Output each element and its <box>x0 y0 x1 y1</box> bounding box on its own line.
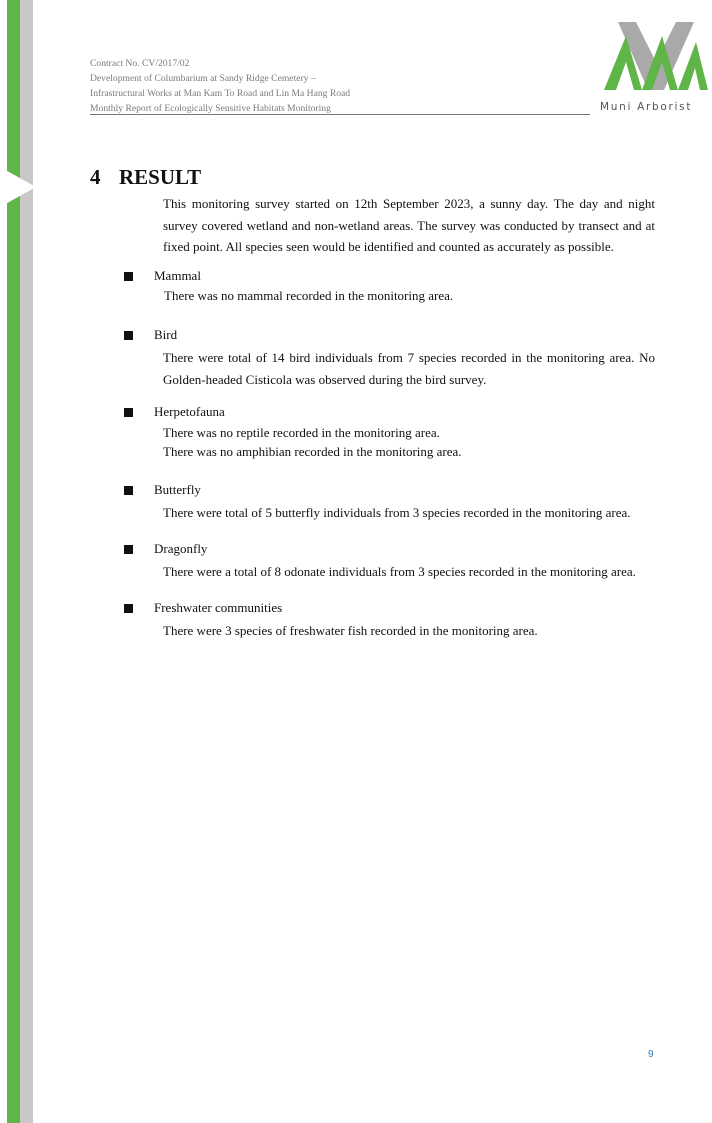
item-body <box>163 561 655 583</box>
muni-arborist-logo <box>600 22 712 118</box>
header-project-title: Development of Columbarium at Sandy Ridge Cemetery – <box>90 73 316 84</box>
bullet-square <box>124 486 133 495</box>
item-title: Mammal <box>154 268 201 283</box>
item-paragraph: There were 3 species of freshwater fish recorded in the monitoring area. <box>163 623 538 638</box>
section-number: 4 <box>90 165 101 189</box>
bullet-square <box>124 604 133 613</box>
item-paragraph: There was no mammal recorded in the monitoring area. <box>164 288 454 303</box>
item-paragraph: There was no amphibian recorded in the monitoring area. <box>163 443 462 459</box>
item-paragraph: There were total of 14 bird individuals from 7 species recorded in the monitoring area. No Golden-headed Cisticola was observed during the bird survey. <box>163 350 655 387</box>
item-body <box>164 285 656 307</box>
mountain-logo-icon <box>604 22 708 90</box>
logo-wordmark: Muni Arborist <box>600 101 693 113</box>
bullet-square <box>124 408 133 417</box>
section-intro-paragraph: This monitoring survey started on 12th September 2023, a sunny day. The day and night survey covered wetland and non-wetland areas. The survey was conducted by transect and at fixed point. All species seen would be identified and counted as accurately as possible. <box>163 196 655 254</box>
item-paragraph: There were total of 5 butterfly individuals from 3 species recorded in the monitoring area. <box>163 505 631 520</box>
section-arrow-marker <box>0 167 36 207</box>
document-header <box>90 56 590 116</box>
section-heading <box>90 165 201 190</box>
item-title: Freshwater communities <box>154 600 283 615</box>
item-paragraph: There was no reptile recorded in the monitoring area. <box>163 425 440 440</box>
item-title: Bird <box>154 327 178 342</box>
item-title: Butterfly <box>154 482 201 497</box>
item-title: Dragonfly <box>154 541 208 556</box>
header-report-title: Monthly Report of Ecologically Sensitive Habitats Monitoring <box>90 103 331 114</box>
bullet-square <box>124 331 133 340</box>
bullet-square <box>124 545 133 554</box>
header-works-title: Infrastructural Works at Man Kam To Road and Lin Ma Hang Road <box>90 88 351 99</box>
header-divider <box>90 114 590 115</box>
item-title: Herpetofauna <box>154 404 225 419</box>
item-body <box>163 424 655 461</box>
item-body <box>163 620 655 642</box>
item-paragraph: There were a total of 8 odonate individuals from 3 species recorded in the monitoring area. <box>163 564 636 579</box>
item-body <box>163 502 655 524</box>
page-number: 9 <box>648 1049 654 1060</box>
bullet-square <box>124 272 133 281</box>
section-title: RESULT <box>119 165 202 189</box>
item-body <box>163 347 655 390</box>
header-contract-no: Contract No. CV/2017/02 <box>90 58 190 69</box>
